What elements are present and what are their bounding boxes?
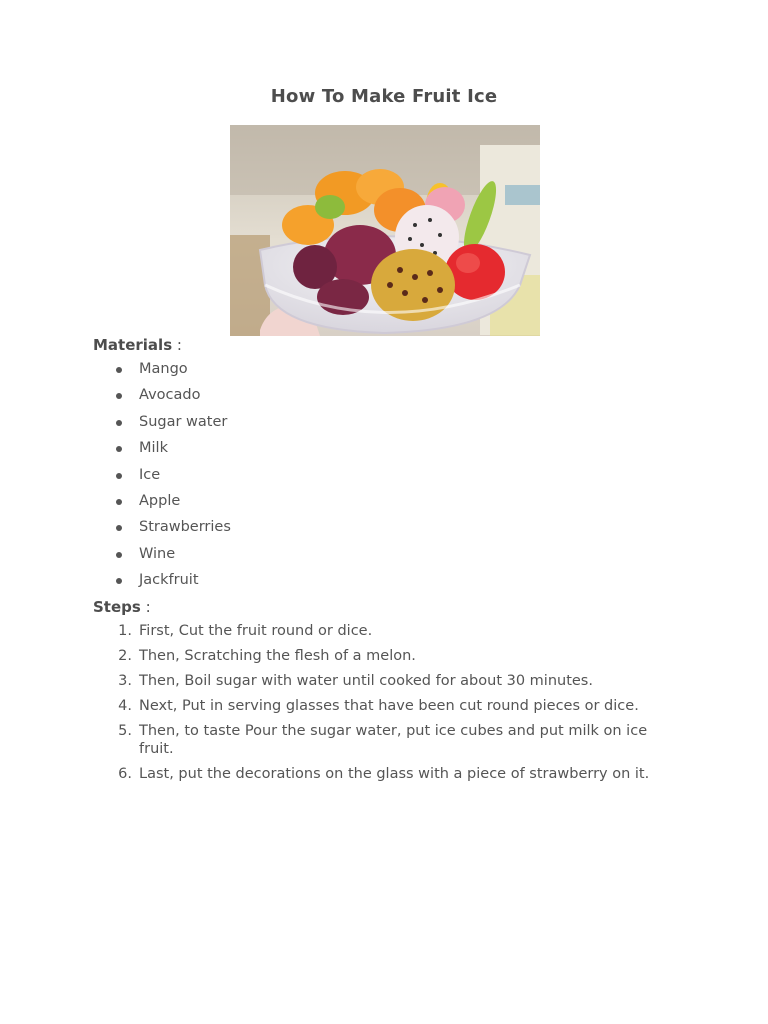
material-item-label: Sugar water (139, 413, 228, 430)
bullet-icon (116, 393, 122, 399)
step-item (112, 647, 682, 665)
material-item-label: Strawberries (139, 519, 231, 536)
material-item-label: Milk (139, 440, 168, 457)
materials-heading (93, 336, 182, 354)
step-text: Next, Put in serving glasses that have been cut round pieces or dice. (139, 698, 639, 714)
material-item (112, 516, 231, 542)
materials-heading-label: Materials (93, 336, 173, 354)
material-item-label: Apple (139, 492, 181, 509)
steps-heading-label: Steps (93, 598, 141, 616)
step-item (112, 622, 682, 640)
step-text: Last, put the decorations on the glass with a piece of strawberry on it. (139, 766, 650, 782)
step-item (112, 697, 682, 715)
steps-list (112, 622, 682, 790)
bullet-icon (116, 525, 122, 531)
material-item (112, 411, 231, 437)
material-item (112, 437, 231, 463)
step-text: Then, Scratching the flesh of a melon. (139, 648, 416, 664)
steps-heading-separator: : (140, 598, 151, 616)
step-text: Then, Boil sugar with water until cooked for about 30 minutes. (139, 673, 593, 689)
materials-list (112, 358, 231, 596)
material-item (112, 358, 231, 384)
bullet-icon (116, 473, 122, 479)
bullet-icon (116, 446, 122, 452)
step-text: First, Cut the fruit round or dice. (139, 623, 373, 639)
material-item (112, 464, 231, 490)
bullet-icon (116, 499, 122, 505)
material-item-label: Jackfruit (139, 572, 199, 589)
material-item (112, 569, 231, 595)
step-text: Then, to taste Pour the sugar water, put ice cubes and put milk on ice fruit. (139, 723, 648, 757)
step-number: 4. (118, 698, 132, 714)
step-number: 2. (118, 648, 132, 664)
step-number: 1. (118, 623, 132, 639)
step-number: 3. (118, 673, 132, 689)
material-item-label: Mango (139, 361, 188, 377)
material-item (112, 543, 231, 569)
materials-heading-separator: : (172, 336, 182, 354)
material-item-label: Ice (139, 466, 161, 483)
material-item (112, 490, 231, 516)
bullet-icon (116, 578, 122, 584)
step-item (112, 765, 682, 783)
step-item (112, 722, 682, 758)
page-title: How To Make Fruit Ice (270, 86, 498, 107)
step-number: 5. (118, 723, 132, 739)
bullet-icon (116, 367, 122, 373)
material-item (112, 384, 231, 410)
step-item (112, 672, 682, 690)
fruit-ice-image (230, 125, 540, 336)
step-number: 6. (118, 766, 132, 782)
steps-heading (93, 598, 151, 616)
material-item-label: Avocado (139, 387, 201, 404)
bullet-icon (116, 552, 122, 558)
material-item-label: Wine (139, 545, 176, 562)
bullet-icon (116, 420, 122, 426)
